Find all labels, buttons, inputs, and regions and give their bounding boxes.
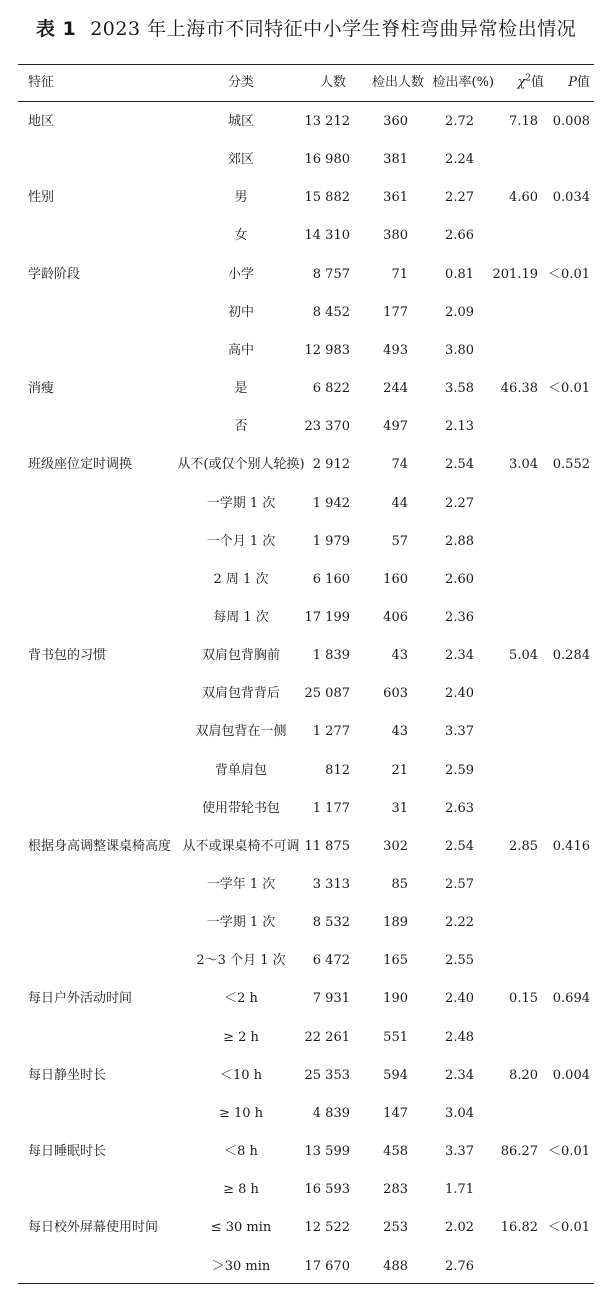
header-count: 人数 (319, 75, 346, 90)
row-feature: 背书包的习惯 (28, 648, 107, 664)
row-count: 15 882 (304, 190, 350, 206)
table-row (0, 341, 612, 361)
row-count: 8 532 (312, 915, 350, 931)
header-rate: 检出率(%) (432, 75, 494, 90)
row-count: 6 160 (312, 571, 350, 587)
row-rate: 0.81 (445, 266, 474, 282)
row-chi-square: 5.04 (509, 648, 538, 664)
row-detected: 43 (391, 724, 408, 740)
row-category: 男 (234, 190, 248, 206)
chi-suffix: 值 (530, 75, 544, 90)
table-row (0, 875, 612, 895)
row-detected: 493 (383, 342, 408, 358)
row-rate: 2.36 (445, 609, 474, 625)
row-p-value: ＜0.01 (548, 381, 590, 397)
row-feature: 班级座位定时调换 (28, 457, 133, 473)
row-detected: 551 (383, 1029, 408, 1045)
row-detected: 85 (391, 877, 408, 892)
table-row (0, 532, 612, 552)
row-rate: 2.54 (445, 457, 474, 473)
row-count: 1 979 (312, 533, 350, 549)
row-feature: 学龄阶段 (28, 266, 81, 282)
row-rate: 2.57 (445, 877, 474, 892)
row-detected: 380 (383, 228, 408, 244)
row-rate: 3.37 (445, 724, 474, 740)
row-rate: 2.22 (445, 915, 474, 931)
row-category: 城区 (227, 114, 254, 129)
row-count: 22 261 (304, 1029, 350, 1045)
row-count: 16 593 (304, 1182, 350, 1198)
row-detected: 594 (383, 1067, 408, 1083)
row-rate: 2.27 (445, 495, 474, 511)
table-row (0, 913, 612, 933)
row-chi-square: 46.38 (500, 381, 538, 397)
row-category: 从不(或仅个别人轮换) (177, 457, 305, 473)
row-detected: 190 (383, 991, 408, 1007)
row-detected: 283 (383, 1182, 408, 1198)
row-count: 17 199 (304, 609, 350, 625)
table-row (0, 1142, 612, 1162)
chi-superscript: 2 (525, 73, 531, 84)
header-category: 分类 (227, 75, 254, 90)
row-feature: 消瘦 (28, 381, 55, 397)
row-feature: 地区 (28, 114, 55, 129)
row-rate: 2.40 (445, 991, 474, 1007)
row-rate: 2.13 (445, 419, 474, 435)
row-detected: 147 (383, 1105, 408, 1121)
row-p-value: 0.552 (552, 457, 590, 473)
row-category: 双肩包背胸前 (201, 648, 280, 664)
row-category: 一学年 1 次 (206, 877, 276, 892)
table-number: 表 1 (35, 18, 77, 40)
table-row (0, 1028, 612, 1048)
row-category: 双肩包背在一侧 (195, 724, 287, 740)
table-row (0, 1066, 612, 1086)
row-category: ≥ 8 h (223, 1182, 259, 1198)
row-chi-square: 7.18 (509, 114, 538, 129)
p-suffix: 值 (576, 75, 590, 90)
header-chi-square (517, 73, 544, 93)
row-count: 1 177 (312, 800, 350, 816)
row-detected: 488 (383, 1258, 408, 1274)
row-feature: 每日睡眠时长 (28, 1144, 107, 1160)
row-rate: 2.88 (445, 533, 474, 549)
row-detected: 71 (391, 266, 408, 282)
table-row (0, 646, 612, 666)
row-detected: 360 (383, 114, 408, 129)
row-p-value: 0.284 (552, 648, 590, 664)
row-rate: 2.24 (445, 152, 474, 168)
row-rate: 2.48 (445, 1029, 474, 1045)
table-row (0, 989, 612, 1009)
row-count: 3 313 (312, 877, 350, 892)
table-row (0, 570, 612, 590)
row-p-value: ＜0.01 (548, 1144, 590, 1160)
row-detected: 381 (383, 152, 408, 168)
p-symbol: P (568, 75, 577, 90)
row-detected: 44 (391, 495, 408, 511)
row-category: 否 (234, 419, 248, 435)
row-rate: 2.55 (445, 953, 474, 969)
row-detected: 21 (391, 762, 408, 778)
table-row (0, 112, 612, 132)
header-p-value (568, 73, 590, 93)
row-rate: 2.66 (445, 228, 474, 244)
row-p-value: ＜0.01 (548, 1220, 590, 1236)
header-feature: 特征 (28, 75, 55, 90)
table-row (0, 455, 612, 475)
chi-symbol: χ (517, 75, 526, 90)
row-detected: 244 (383, 381, 408, 397)
row-category: 2 周 1 次 (213, 571, 269, 587)
row-category: ≤ 30 min (210, 1220, 272, 1236)
table-title: 2023 年上海市不同特征中小学生脊柱弯曲异常检出情况 (90, 18, 577, 40)
table-row (0, 1104, 612, 1124)
row-rate: 3.37 (445, 1144, 474, 1160)
table-row (0, 379, 612, 399)
table-row (0, 1218, 612, 1238)
row-p-value: 0.004 (552, 1067, 590, 1083)
row-rate: 2.34 (445, 1067, 474, 1083)
row-p-value: 0.416 (552, 838, 590, 854)
row-count: 6 472 (312, 953, 350, 969)
row-detected: 603 (383, 686, 408, 702)
row-category: ＜10 h (219, 1067, 263, 1083)
row-rate: 3.58 (445, 381, 474, 397)
row-p-value: 0.694 (552, 991, 590, 1007)
row-category: 女 (234, 228, 248, 244)
row-rate: 2.76 (445, 1258, 474, 1274)
table-row (0, 303, 612, 323)
row-p-value: ＜0.01 (548, 266, 590, 282)
row-count: 17 670 (304, 1258, 350, 1274)
row-p-value: 0.034 (552, 190, 590, 206)
table-row (0, 417, 612, 437)
row-category: ≥ 2 h (223, 1029, 259, 1045)
row-count: 11 875 (304, 838, 350, 854)
row-category: 初中 (227, 304, 254, 320)
row-count: 14 310 (304, 228, 350, 244)
row-chi-square: 201.19 (492, 266, 538, 282)
row-count: 12 983 (304, 342, 350, 358)
row-category: 是 (234, 381, 248, 397)
row-category: 从不或课桌椅不可调 (182, 838, 300, 854)
row-chi-square: 0.15 (509, 991, 538, 1007)
row-rate: 1.71 (445, 1182, 474, 1198)
row-rate: 2.59 (445, 762, 474, 778)
table-row (0, 951, 612, 971)
row-category: 一学期 1 次 (206, 915, 276, 931)
table-row (0, 226, 612, 246)
row-category: 小学 (227, 266, 254, 282)
row-rate: 2.40 (445, 686, 474, 702)
row-category: 双肩包背背后 (201, 686, 280, 702)
table-row (0, 837, 612, 857)
table-row (0, 608, 612, 628)
row-count: 25 087 (304, 686, 350, 702)
row-detected: 458 (383, 1144, 408, 1160)
row-rate: 2.60 (445, 571, 474, 587)
table-bottom-rule (18, 1283, 594, 1284)
row-count: 8 757 (312, 266, 350, 282)
row-category: 高中 (227, 342, 254, 358)
row-category: ＜2 h (224, 991, 258, 1007)
row-chi-square: 86.27 (500, 1144, 538, 1160)
row-count: 12 522 (304, 1220, 350, 1236)
row-count: 812 (325, 762, 350, 778)
row-rate: 2.27 (445, 190, 474, 206)
row-rate: 2.63 (445, 800, 474, 816)
row-feature: 每日静坐时长 (28, 1067, 107, 1083)
row-count: 4 839 (312, 1105, 350, 1121)
row-detected: 189 (383, 915, 408, 931)
row-count: 16 980 (304, 152, 350, 168)
row-detected: 57 (391, 533, 408, 549)
table-row (0, 761, 612, 781)
table-row (0, 799, 612, 819)
row-count: 23 370 (304, 419, 350, 435)
row-detected: 43 (391, 648, 408, 664)
row-category: ≥ 10 h (218, 1105, 264, 1121)
row-chi-square: 2.85 (509, 838, 538, 854)
row-feature: 每日户外活动时间 (28, 991, 133, 1007)
row-count: 13 599 (304, 1144, 350, 1160)
row-count: 2 912 (312, 457, 350, 473)
row-count: 8 452 (312, 304, 350, 320)
row-chi-square: 8.20 (509, 1067, 538, 1083)
row-category: 一个月 1 次 (206, 533, 276, 549)
row-rate: 3.04 (445, 1105, 474, 1121)
row-feature: 根据身高调整课桌椅高度 (28, 838, 172, 854)
table-row (0, 1180, 612, 1200)
row-p-value: 0.008 (552, 114, 590, 129)
row-chi-square: 4.60 (509, 190, 538, 206)
row-detected: 302 (383, 838, 408, 854)
header-detected: 检出人数 (371, 75, 424, 90)
row-count: 13 212 (304, 114, 350, 129)
row-feature: 性别 (28, 190, 55, 206)
row-rate: 2.34 (445, 648, 474, 664)
table-header-rule (18, 101, 594, 102)
row-count: 6 822 (312, 381, 350, 397)
row-category: 每周 1 次 (213, 609, 269, 625)
row-rate: 3.80 (445, 342, 474, 358)
row-category: 郊区 (227, 152, 254, 168)
row-chi-square: 16.82 (500, 1220, 538, 1236)
row-detected: 497 (383, 419, 408, 435)
table-top-rule (18, 64, 594, 65)
row-rate: 2.54 (445, 838, 474, 854)
row-category: 一学期 1 次 (206, 495, 276, 511)
row-chi-square: 3.04 (509, 457, 538, 473)
row-detected: 361 (383, 190, 408, 206)
table-row (0, 188, 612, 208)
row-count: 7 931 (312, 991, 350, 1007)
row-detected: 253 (383, 1220, 408, 1236)
row-detected: 165 (383, 953, 408, 969)
table-row (0, 722, 612, 742)
table-row (0, 684, 612, 704)
row-category: 使用带轮书包 (201, 800, 280, 816)
row-count: 1 277 (312, 724, 350, 740)
row-count: 1 839 (312, 648, 350, 664)
table-header-row (0, 73, 612, 93)
table-row (0, 494, 612, 514)
row-rate: 2.09 (445, 304, 474, 320)
row-category: 2～3 个月 1 次 (196, 953, 286, 969)
row-count: 25 353 (304, 1067, 350, 1083)
row-count: 1 942 (312, 495, 350, 511)
row-category: ＞30 min (211, 1258, 271, 1274)
table-caption (0, 14, 612, 41)
row-detected: 74 (391, 457, 408, 473)
row-detected: 31 (391, 800, 408, 816)
row-detected: 406 (383, 609, 408, 625)
row-category: 背单肩包 (214, 762, 267, 778)
table-row (0, 265, 612, 285)
table-row (0, 1257, 612, 1277)
row-rate: 2.72 (445, 114, 474, 129)
row-category: ＜8 h (224, 1144, 258, 1160)
row-feature: 每日校外屏幕使用时间 (28, 1220, 159, 1236)
table-row (0, 150, 612, 170)
row-detected: 177 (383, 304, 408, 320)
row-rate: 2.02 (445, 1220, 474, 1236)
row-detected: 160 (383, 571, 408, 587)
